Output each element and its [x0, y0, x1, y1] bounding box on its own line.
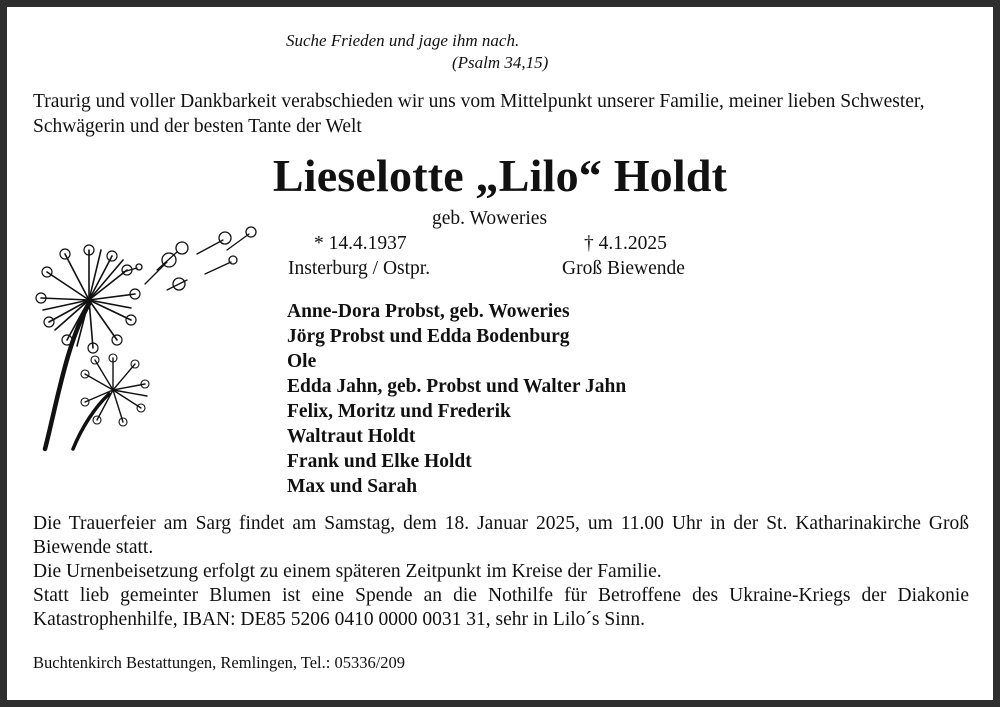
intro-text: Traurig und voller Dankbarkeit verabschieden wir uns vom Mittelpunkt unserer Familie, meiner lieben Schwester, Schwägerin und der besten Tante der Welt: [33, 91, 925, 137]
mourner-entry: Max und Sarah: [287, 476, 418, 497]
notices: [33, 512, 969, 632]
funeral-home-footer: Buchtenkirch Bestattungen, Remlingen, Tel.: 05336/209: [33, 653, 406, 672]
mourners-list: [287, 299, 626, 499]
death-place: Groß Biewende: [562, 258, 685, 279]
deceased-name: Lieselotte „Lilo“ Holdt: [272, 150, 728, 201]
dandelion-icon: [27, 212, 277, 457]
death-date: † 4.1.2025: [584, 233, 667, 254]
birth-date: * 14.4.1937: [314, 233, 407, 254]
maiden-name: geb. Woweries: [432, 208, 548, 229]
funeral-notice: Die Trauerfeier am Sarg findet am Samstag, dem 18. Januar 2025, um 11.00 Uhr in der St. Katharinakirche Groß Biewende statt.: [33, 513, 969, 558]
mourner-entry: Felix, Moritz und Frederik: [287, 401, 511, 422]
mourner-entry: Ole: [287, 351, 317, 372]
obituary-card: [7, 7, 993, 700]
mourner-entry: Edda Jahn, geb. Probst und Walter Jahn: [287, 376, 627, 397]
mourner-entry: Anne-Dora Probst, geb. Woweries: [287, 301, 570, 322]
motto-line: Suche Frieden und jage ihm nach.: [286, 31, 520, 50]
donation-notice: Statt lieb gemeinter Blumen ist eine Spende an die Nothilfe für Betroffene des Ukraine-Kriegs der Diakonie Katastrophenhilfe, IBAN: DE85 5206 0410 0000 0031 31, sehr in Lilo´s Sinn.: [33, 585, 969, 630]
mourner-entry: Waltraut Holdt: [287, 426, 416, 447]
mourner-entry: Jörg Probst und Edda Bodenburg: [287, 326, 570, 347]
motto-reference: (Psalm 34,15): [452, 53, 549, 72]
mourner-entry: Frank und Elke Holdt: [287, 451, 472, 472]
birth-place: Insterburg / Ostpr.: [288, 258, 431, 279]
urn-notice: Die Urnenbeisetzung erfolgt zu einem späteren Zeitpunkt im Kreise der Familie.: [33, 561, 662, 582]
